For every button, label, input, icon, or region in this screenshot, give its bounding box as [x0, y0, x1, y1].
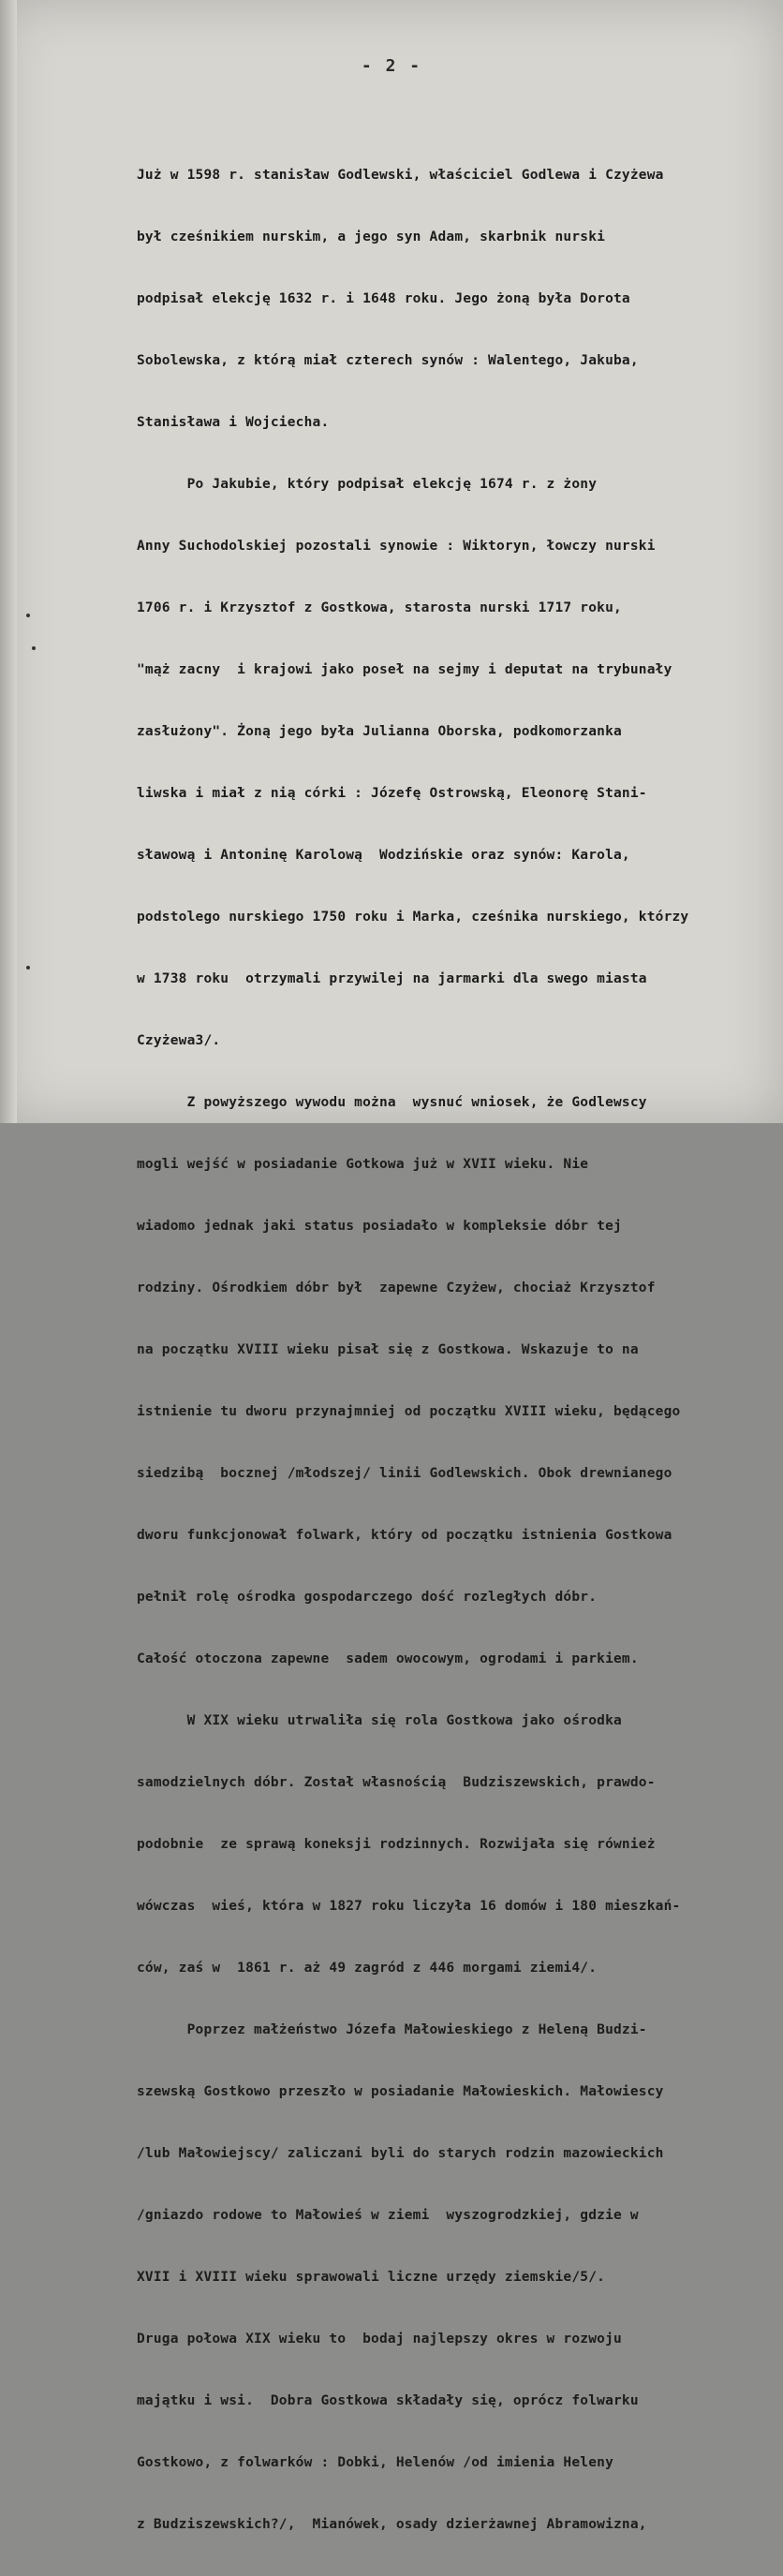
text-line: sławową i Antoninę Karolową Wodzińskie oraz synów: Karola, [137, 848, 630, 863]
text-line: Z powyższego wywodu można wysnuć wniosek, że Godlewscy [137, 1095, 647, 1110]
text-line: pełnił rolę ośrodka gospodarczego dość rozległych dóbr. [137, 1590, 598, 1605]
text-line: zasłużony". Żoną jego była Julianna Oborska, podkomorzanka [137, 724, 622, 739]
punch-hole-mark [26, 966, 30, 970]
text-line: /gniazdo rodowe to Małowieś w ziemi wyszogrodzkiej, gdzie w [137, 2208, 639, 2223]
text-line: podstolego nurskiego 1750 roku i Marka, cześnika nurskiego, którzy [137, 910, 689, 925]
text-line: 1706 r. i Krzysztof z Gostkowa, starosta nurski 1717 roku, [137, 600, 622, 615]
text-line: Całość otoczona zapewne sadem owocowym, ogrodami i parkiem. [137, 1651, 639, 1666]
text-line: Anny Suchodolskiej pozostali synowie : Wiktoryn, łowczy nurski [137, 539, 656, 554]
punch-hole-mark [32, 646, 36, 650]
text-line: z Budziszewskich?/, Mianówek, osady dzierżawnej Abramowizna, [137, 2517, 647, 2532]
text-line: Druga połowa XIX wieku to bodaj najlepszy okres w rozwoju [137, 2332, 622, 2347]
text-line: dworu funkcjonował folwark, który od początku istnienia Gostkowa [137, 1528, 672, 1543]
text-line: Sobolewska, z którą miał czterech synów : Walentego, Jakuba, [137, 353, 639, 368]
text-line: szewską Gostkowo przeszło w posiadanie Małowieskich. Małowiescy [137, 2084, 664, 2099]
text-line: Poprzez małżeństwo Józefa Małowieskiego z Heleną Budzi- [137, 2022, 647, 2037]
text-line: podobnie ze sprawą koneksji rodzinnych. Rozwijała się również [137, 1837, 656, 1852]
text-line: XVII i XVIII wieku sprawowali liczne urzędy ziemskie/5/. [137, 2270, 606, 2285]
text-line: Czyżewa3/. [137, 1033, 221, 1048]
text-line: rodziny. Ośrodkiem dóbr był zapewne Czyżew, chociaż Krzysztof [137, 1281, 656, 1295]
text-line: wiadomo jednak jaki status posiadało w kompleksie dóbr tej [137, 1219, 622, 1234]
page-edge-shadow [0, 0, 17, 1123]
text-line: Stanisława i Wojciecha. [137, 415, 330, 430]
punch-hole-mark [26, 614, 30, 617]
text-line: W XIX wieku utrwaliła się rola Gostkowa jako ośrodka [137, 1713, 622, 1728]
text-line: w 1738 roku otrzymali przywilej na jarmarki dla swego miasta [137, 971, 647, 986]
text-line: "mąż zacny i krajowi jako poseł na sejmy i deputat na trybunały [137, 662, 672, 677]
text-line: mogli wejść w posiadanie Gotkowa już w XVII wieku. Nie [137, 1157, 589, 1172]
text-line: majątku i wsi. Dobra Gostkowa składały się, oprócz folwarku [137, 2393, 639, 2408]
text-line: ców, zaś w 1861 r. aż 49 zagród z 446 morgami ziemi4/. [137, 1961, 598, 1976]
text-line: podpisał elekcję 1632 r. i 1648 roku. Jego żoną była Dorota [137, 291, 630, 306]
text-line: Już w 1598 r. stanisław Godlewski, właściciel Godlewa i Czyżewa [137, 168, 664, 183]
text-line: /lub Małowiejscy/ zaliczani byli do starych rodzin mazowieckich [137, 2146, 664, 2161]
text-line: liwska i miał z nią córki : Józefę Ostrowską, Eleonorę Stani- [137, 786, 647, 801]
typed-text-body [137, 124, 764, 2576]
text-line: był cześnikiem nurskim, a jego syn Adam, skarbnik nurski [137, 229, 606, 244]
text-line: samodzielnych dóbr. Został własnością Budziszewskich, prawdo- [137, 1775, 656, 1790]
text-line: Po Jakubie, który podpisał elekcję 1674 r. z żony [137, 477, 598, 492]
text-line: wówczas wieś, która w 1827 roku liczyła 16 domów i 180 mieszkań- [137, 1899, 681, 1914]
text-line: na początku XVIII wieku pisał się z Gostkowa. Wskazuje to na [137, 1342, 639, 1357]
text-line: Gostkowo, z folwarków : Dobki, Helenów /od imienia Heleny [137, 2455, 613, 2470]
text-line: istnienie tu dworu przynajmniej od początku XVIII wieku, będącego [137, 1404, 681, 1419]
text-line: siedzibą bocznej /młodszej/ linii Godlewskich. Obok drewnianego [137, 1466, 672, 1481]
page-number: - 2 - [361, 56, 422, 76]
